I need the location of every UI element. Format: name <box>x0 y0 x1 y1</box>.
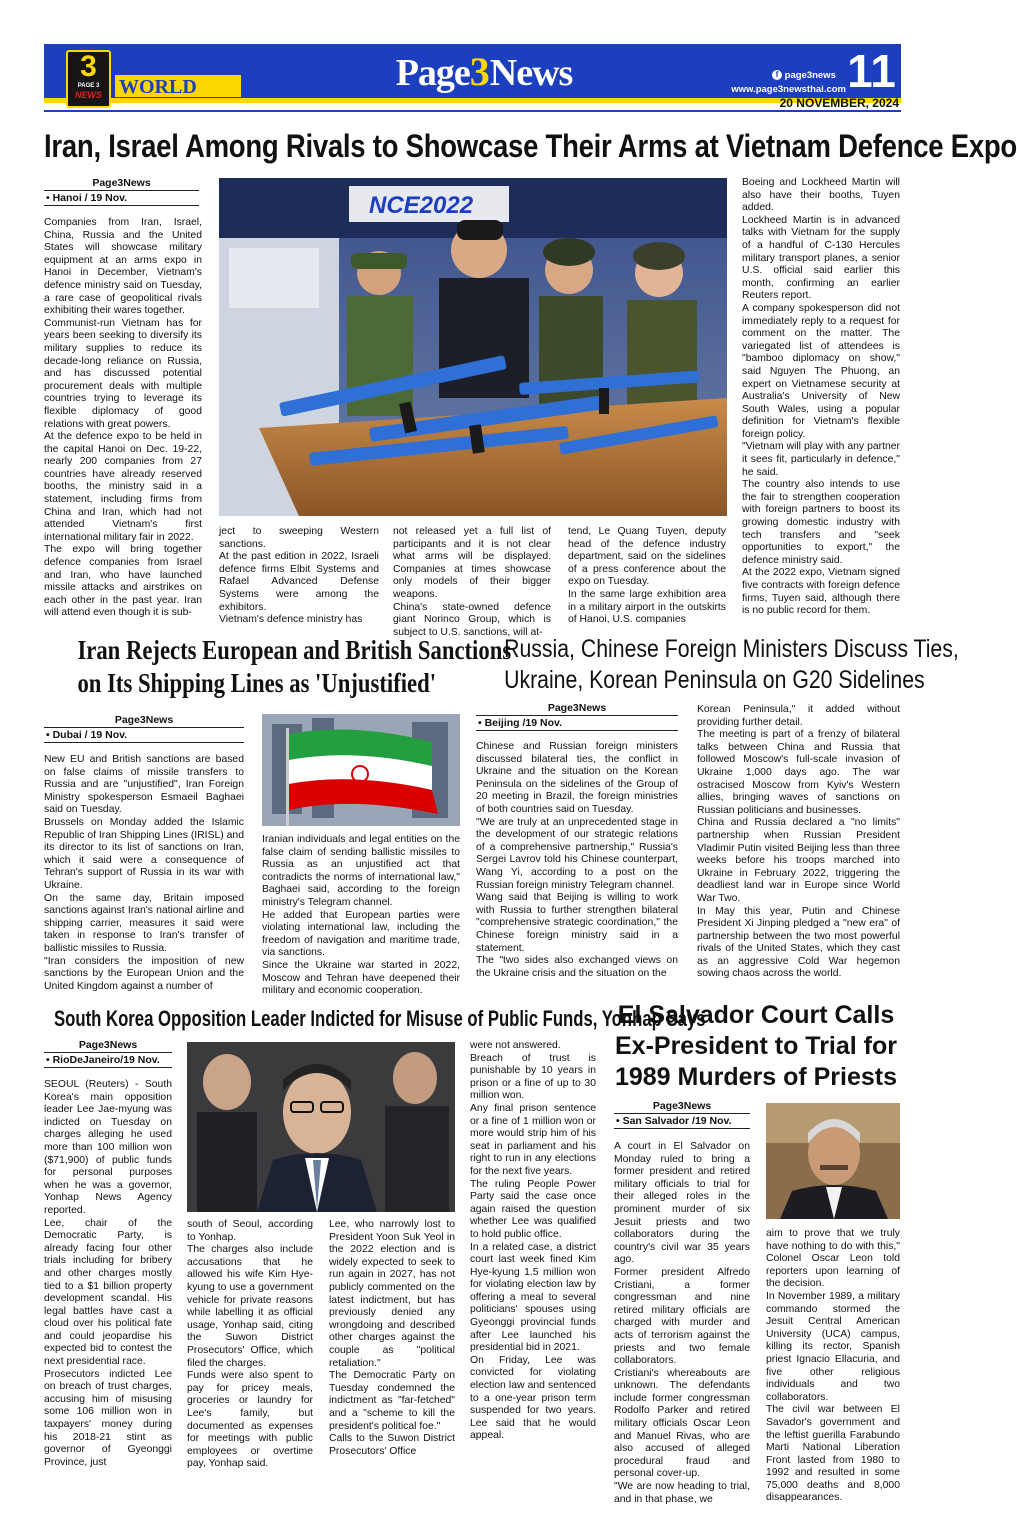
title-part2: News <box>489 52 573 94</box>
facebook-icon: f <box>772 70 782 80</box>
arms-expo-photo <box>219 178 727 516</box>
issue-date: 20 NOVEMBER, 2024 <box>779 96 899 110</box>
article5-headline <box>610 1000 902 1093</box>
article4-byline <box>44 1039 172 1068</box>
article2-col1: New EU and British sanctions are based on false claims of missile transfers to Russia and are "unjustified", Iran Foreign Ministry spokesperson Esmaeil Baghaei said on Tuesday. Brussels on Monday added the Islamic Republic of Iran Shipping Lines (IRISL) and its director to its list of sanctions on Iran, which it said were a consequence of Tehran's support of Russia in its war with Ukraine. On the same day, Britain imposed sanctions against Iran's national airline and shipping carrier, measures it said were taken in response to Iran's transfer of ballistic missiles to Russia. "Iran considers the imposition of new sanctions by the European Union and the United Kingdom against a number of <box>44 754 244 992</box>
page-number: 11 <box>847 45 896 97</box>
article4-col4: were not answered. Breach of trust is punishable by 10 years in prison or a fine of up to 30 million won. Any final prison sentence or a fine of 1 million won or more would strip him of his seat in parliament and his right to run in any elections for the next five years. The ruling People Power Party said the case once again raised the question whether Lee was qualified to hold public office. In a related case, a district court last week fined Kim Hye-kyung 1.5 million won for violating election law by offering a meal to several politicians' spouses using Gyeonggi provincial funds after Lee launched his presidential bid in 2021. On Friday, Lee was convicted for violating election law and sentenced to a one-year prison term suspended for two years. Lee said that he would appeal. <box>470 1040 596 1442</box>
publisher: Page3News <box>652 1100 712 1112</box>
press-portrait-illustration <box>187 1042 455 1212</box>
article1-col2: ject to sweeping Western sanctions. At the past edition in 2022, Israeli defence firms Elbit Systems and Rafael Advanced Defense Systems were among the exhibitors. Vietnam's defence ministry has <box>219 526 379 626</box>
oscar-leon-photo <box>766 1103 900 1219</box>
masthead <box>44 44 901 113</box>
title-num: 3 <box>469 49 490 94</box>
article2-col2: Iranian individuals and legal entities on the false claim of sending ballistic missiles to Russia as an unjustified act that contradicts the norms of international law," Baghaei said, according to the foreign ministry's Telegram channel. He added that European parties were violating international law, including the freedom of navigation and maritime trade, via sanctions. Since the Ukraine war started in 2022, Moscow and Tehran have deepened their military and economic cooperation. <box>262 834 460 997</box>
title-part1: Page <box>395 52 470 94</box>
portrait-illustration <box>766 1103 900 1219</box>
article5-headline-line2: Ex-President to Trial for <box>614 1032 897 1060</box>
article5-col1: A court in El Salvador on Monday ruled to bring a former president and retired military officials to trial for their alleged roles in the prominent murder of six Jesuit priests and two collaborators during the country's civil war 35 years ago. Former president Alfredo Cristiani, a former congressman and nine retired military officials are charged with murder and acts of terrorism against the priests and two female collaborators. Cristiani's whereabouts are unknown. The defendants include former congressman Rodolfo Parker and retired military officials Oscar Leon and Manuel Rivas, who are also accused of alleged procedural fraud and personal cover-up. "We are now heading to trial, and in that phase, we <box>614 1141 750 1505</box>
lee-jae-myung-photo <box>187 1042 455 1212</box>
publisher: Page3News <box>92 177 151 189</box>
article2-headline-line2: on Its Shipping Lines as 'Unjustified' <box>77 668 437 698</box>
article4-headline: South Korea Opposition Leader Indicted for Misuse of Public Funds, Yonhap Says <box>54 1006 706 1031</box>
logo-sub: PAGE 3 <box>77 83 100 89</box>
dateline: • Beijing /19 Nov. <box>476 715 678 731</box>
dateline: • Dubai / 19 Nov. <box>44 727 244 743</box>
masthead-rule <box>44 110 901 112</box>
section-text: WORLD <box>119 76 197 98</box>
publisher: Page3News <box>114 714 174 726</box>
photo-banner-text: NCE2022 <box>369 192 474 219</box>
article2-headline-line1: Iran Rejects European and British Sanctions <box>77 635 512 665</box>
section-label <box>114 74 242 98</box>
social-text: page3news <box>784 70 836 81</box>
iran-flag-illustration <box>262 714 460 826</box>
article1-byline <box>44 177 199 206</box>
article2-headline <box>44 634 512 706</box>
article1-headline: Iran, Israel Among Rivals to Showcase Their Arms at Vietnam Defence Expo <box>44 128 1017 164</box>
website-url[interactable]: www.page3newsthai.com <box>731 84 846 95</box>
publisher: Page3News <box>78 1039 138 1051</box>
article1-col3: not released yet a full list of participants and it is not clear what arms will be displayed. Companies at times showcase only models of their bigger weapons. China's state-owned defence giant Norinco Group, which is subject to U.S. sanctions, will at- <box>393 526 551 638</box>
article4-col3: Lee, who narrowly lost to President Yoon Suk Yeol in the 2022 election and is widely expected to seek to run again in 2027, has not publicly commented on the latest indictment, but has previously denied any wrongdoing and described other charges against the couple as "political retaliation." The Democratic Party on Tuesday condemned the indictment as "far-fetched" and a "scheme to kill the president's political foe." Calls to the Suwon District Prosecutors' Office <box>329 1219 455 1457</box>
article5-headline-line1: El Salvador Court Calls <box>617 1001 895 1029</box>
article4-col2: south of Seoul, according to Yonhap. The charges also include accusations that he allowed his wife Kim Hye-kyung to use a government vehicle for private reasons while labelling it as official usage, Yonhap said, citing the Suwon District Prosecutors' Office, which filed the charges. Funds were also spent to pay for pricey meals, groceries or laundry for Lee's family, but documented as expenses for meetings with public employees or overtime pay, Yonhap said. <box>187 1219 313 1470</box>
article3-headline <box>472 634 959 698</box>
article1-col4: tend, Le Quang Tuyen, deputy head of the defence industry department, said on the sidelines of a press conference about the expo on Tuesday. In the same large exhibition area in a military airport in the outskirts of Hanoi, U.S. companies <box>568 526 726 626</box>
masthead-title <box>374 48 594 92</box>
article5-headline-line3: 1989 Murders of Priests <box>614 1063 898 1091</box>
article3-col1: Chinese and Russian foreign ministers discussed bilateral ties, the conflict in Ukraine and the situation on the Korean Peninsula on the sidelines of the Group of 20 meeting in Brazil, the foreign ministries of both countries said on Tuesday. "We are truly at an unprecedented stage in the development of our strategic relations of a comprehensive partnership," Russia's Sergei Lavrov told his Chinese counterpart, Wang Yi, according to a post on the Russian foreign ministry Telegram channel. Wang said that Beijing is willing to work with Russia to further strengthen bilateral "comprehensive strategic coordination," the Chinese foreign ministry said in a statement. The "two sides also exchanged views on the Ukraine crisis and the situation on the <box>476 741 678 979</box>
article1-col5: Boeing and Lockheed Martin will also have their booths, Tuyen added. Lockheed Martin is in advanced talks with Vietnam for the supply of a handful of C-130 Hercules military transport planes, a senior U.S. official said earlier this month, confirming an earlier Reuters report. A company spokesperson did not immediately reply to a request for comment on the matter. The variegated list of attendees is "bamboo diplomacy on show," said Nguyen The Phuong, an expert on Vietnamese security at Australia's University of New South Wales, using a popular definition for Vietnam's flexible foreign policy. "Vietnam will play with any partner it sees fit, particularly in defence," he said. The country also intends to use the fair to strengthen cooperation with foreign partners to boost its growing domestic industry with tech transfers and "seek opportunities to export," the defence ministry said. At the 2022 expo, Vietnam signed five contracts with foreign defence firms, Tuyen said, although there is no public record for them. <box>742 177 900 617</box>
logo-news: NEWS <box>75 90 102 100</box>
logo-number: 3 <box>80 50 97 83</box>
publisher: Page3News <box>547 702 607 714</box>
article3-headline-line2: Ukraine, Korean Peninsula on G20 Sidelines <box>504 666 925 694</box>
dateline: • Hanoi / 19 Nov. <box>44 190 199 206</box>
page3-logo <box>66 50 111 108</box>
iran-flag-photo <box>262 714 460 826</box>
article5-byline <box>614 1100 750 1129</box>
article3-byline <box>476 702 678 731</box>
article3-headline-line1: Russia, Chinese Foreign Ministers Discuss Ties, <box>504 635 959 663</box>
article3-col2: Korean Peninsula," it added without providing further detail. The meeting is part of a frenzy of bilateral talks between China and Russia that followed Moscow's full-scale invasion of Ukraine 1,000 days ago. The war ostracised Moscow from Kyiv's Western allies, bringing waves of sanctions on Russian politicians and businesses. China and Russia declared a "no limits" partnership when Russian President Vladimir Putin visited Beijing less than three weeks before his troops marched into Ukraine in February 2022, triggering the deadliest land war in Europe since World War Two. In May this year, Putin and Chinese President Xi Jinping pledged a "new era" of partnership between the two most powerful rivals of the United States, which they cast as an aggressive Cold War hegemon sowing chaos across the world. <box>697 704 900 980</box>
dateline: • RioDeJaneiro/19 Nov. <box>44 1052 172 1068</box>
article2-byline <box>44 714 244 743</box>
article5-col2: aim to prove that we truly have nothing to do with this," Colonel Oscar Leon told reporters upon learning of the decision. In November 1989, a military commando stormed the Jesuit Central American University (UCA) campus, killing its rector, Spanish priest Ignacio Ellacuria, and five other religious individuals and two collaborators. The civil war between El Savador's government and the leftist guerilla Farabundo Marti National Liberation Front lasted from 1980 to 1992 and resulted in some 75,000 deaths and 8,000 disappearances. <box>766 1228 900 1504</box>
article1-col1: Companies from Iran, Israel, China, Russia and the United States will showcase military equipment at an arms expo in Hanoi in December, Vietnam's defence ministry said on Tuesday, a rare case of geopolitical rivals exhibiting their wares together. Communist-run Vietnam has for years been seeking to diversify its military supplies to reduce its decade-long reliance on Russia, and has discussed potential procurement deals with multiple countries trying to leverage its flexible diplomacy of good relations with great powers. At the defence expo to be held in the capital Hanoi on Dec. 19-22, nearly 200 companies from 27 countries have already reserved booths, the ministry said in a statement, including firms from China and Iran, which had not attended Vietnam's first international military fair in 2022. The expo will bring together defence companies from Israel and Iran, who have launched missile attacks and airstrikes on each other in the past year. Iran will attend even though it is sub- <box>44 217 202 619</box>
arms-expo-illustration <box>219 178 727 516</box>
dateline: • San Salvador /19 Nov. <box>614 1113 750 1129</box>
article4-col1: SEOUL (Reuters) - South Korea's main opposition leader Lee Jae-myung was indicted on Tuesday on charges alleging he used more than 100 million won ($71,900) of public funds for personal purposes when he was a governor, Yonhap News Agency reported. Lee, chair of the Democratic Party, is already facing four other trials including for bribery and other charges mostly tied to a $1 billion property development scandal. His legal battles have cast a cloud over his political fate and could jeopardise his expected bid to contest the next presidential race. Prosecutors indicted Lee on breach of trust charges, accusing him of misusing some 106 million won in taxpayers' money during his 2018-21 stint as governor of Gyeonggi Province, just <box>44 1079 172 1468</box>
